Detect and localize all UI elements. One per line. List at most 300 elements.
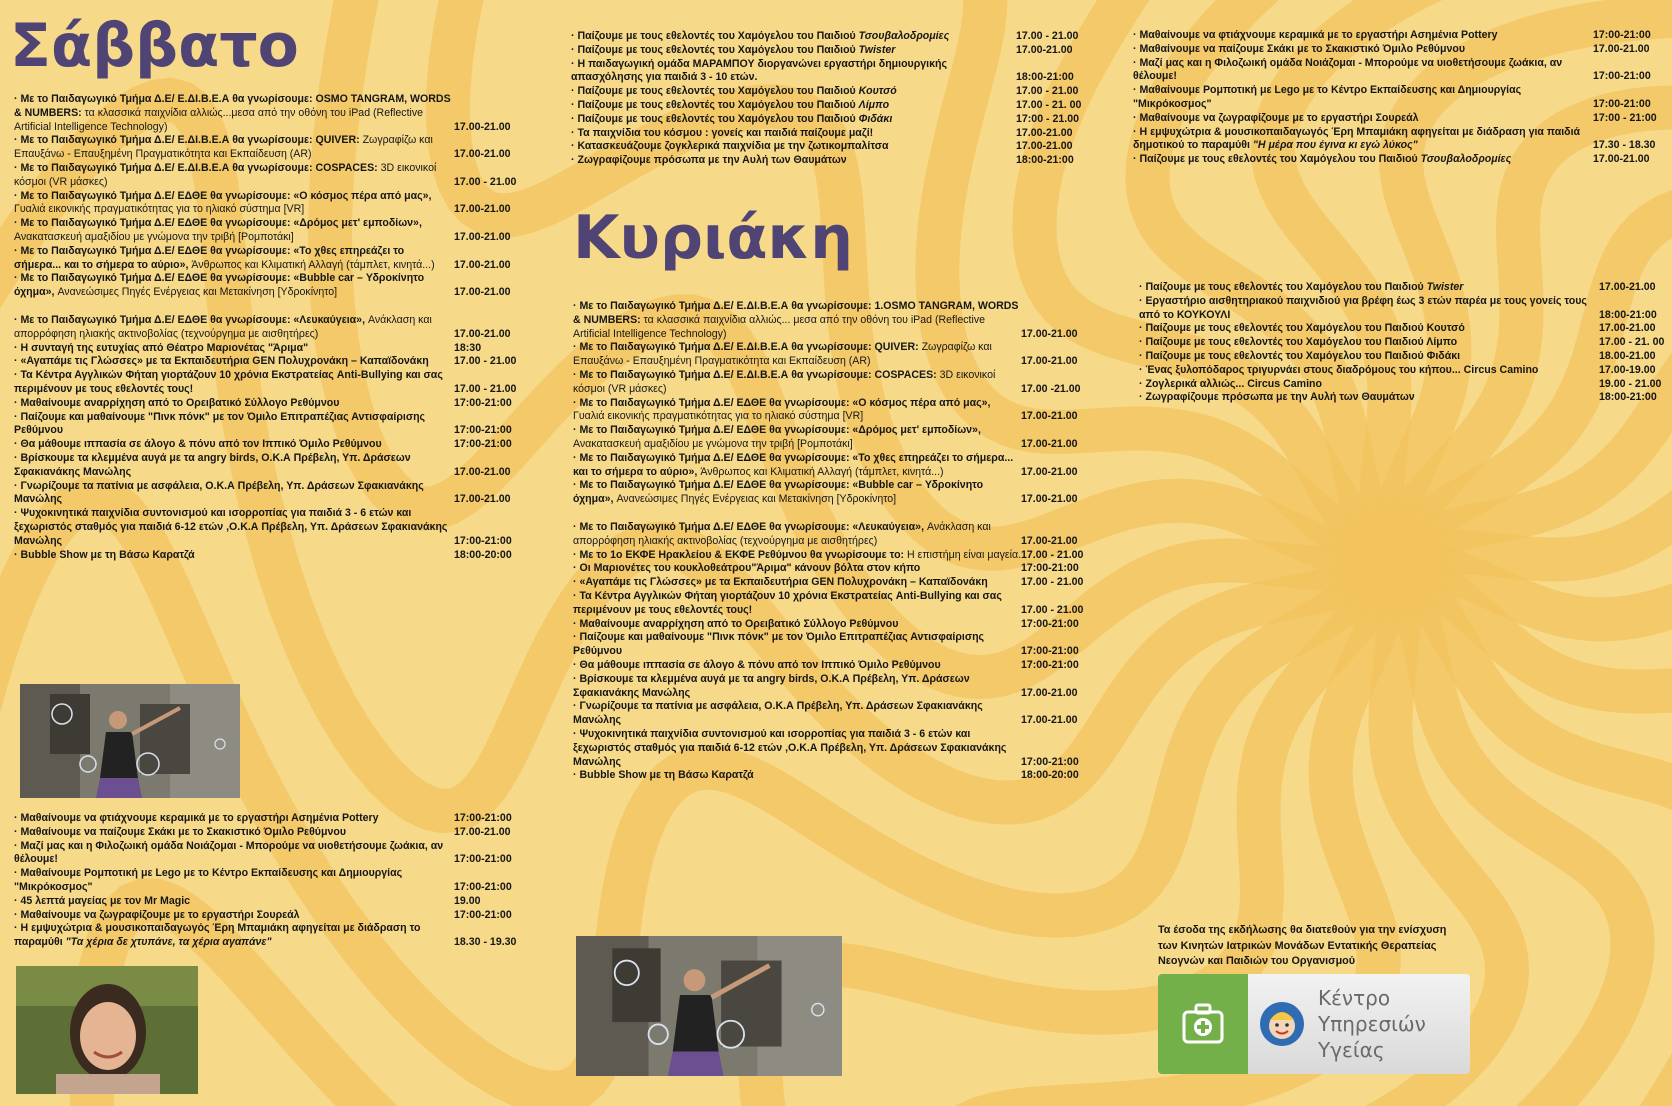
event-description	[14, 134, 454, 162]
event-text-part: Ζωγραφίζω και Επαυξάνω - Επαυξημένη Πραγματικότητα και Εκπαίδευση (AR)	[573, 341, 992, 368]
event-text-part: · Ψυχοκινητικά παιχνίδια συντονισμού και ισορροπίας για παιδιά 3 - 6 ετών και ξεχωριστός σταθμός για παιδιά 6-12 ετών ,Ο.Κ.Α Πρέβελη, Υπ. Δράσεων Σφακιανάκης Μανώλης	[14, 507, 448, 547]
event-text-part: · Με το 1ο ΕΚΦΕ Ηρακλείου & ΕΚΦΕ Ρεθύμνου θα γνωρίσουμε το:	[573, 548, 908, 561]
event-description	[14, 549, 454, 563]
event-text-part: · Γνωρίζουμε τα πατίνια με ασφάλεια, Ο.Κ.Α Πρέβελη, Υπ. Δράσεων Σφακιανάκης Μανώλης	[14, 479, 424, 506]
event-description	[1133, 84, 1593, 112]
right-top-event-list	[1133, 29, 1672, 167]
logo-line-1: Κέντρο	[1318, 986, 1391, 1010]
event-description	[571, 127, 1016, 141]
event-text-part: Ζωγραφίζω και Επαυξάνω - Επαυξημένη Πραγματικότητα και Εκπαίδευση (AR)	[14, 134, 433, 161]
event-text-part: · Τα παιχνίδια του κόσμου : γονείς και παιδιά παίζουμε μαζί!	[571, 126, 874, 139]
event-time: 17:00-21:00	[454, 424, 512, 437]
event-description	[573, 369, 1021, 397]
event-description	[14, 840, 454, 868]
event-row	[573, 769, 1113, 783]
right-mid-event-list	[1139, 281, 1672, 405]
event-text-part: τα κλασσικά παιχνίδια αλλιώς...μεσα από την οθόνη του iPad (Reflective Artificial Intelligence Technology)	[14, 106, 424, 133]
logo-line-3: Υγείας	[1318, 1038, 1385, 1062]
event-description	[1133, 57, 1593, 85]
event-text-part: · Παίζουμε με τους εθελοντές του Χαμόγελου του Παιδιού	[571, 30, 859, 42]
event-description	[573, 659, 1021, 673]
event-text-part: Ανάκλαση και απορρόφηση ηλιακής ακτινοβολίας (τεχνούργημα με αισθητήρες)	[573, 520, 991, 547]
event-text-part: · Με το Παιδαγωγικό Τμήμα Δ.Ε/ Ε.ΔΙ.Β.Ε.Α θα γνωρίσουμε: OSMO TANGRAM, WORDS & NUMBERS:	[14, 93, 451, 119]
event-row	[571, 30, 1111, 44]
event-text-part: Άνθρωπος και Κλιματική Αλλαγή (τάμπλετ, κινητά...)	[191, 258, 435, 271]
event-time: 17.00 - 21.00	[1021, 548, 1084, 561]
event-description	[14, 93, 454, 134]
event-row	[571, 58, 1111, 86]
event-text-part: · Μαθαίνουμε αναρρίχηση από το Ορειβατικό Σύλλογο Ρεθύμνου	[573, 617, 899, 630]
event-row	[14, 867, 534, 895]
event-description	[573, 341, 1021, 369]
event-row	[573, 700, 1113, 728]
event-text-part: · Τα Κέντρα Αγγλικών Φήταη γιορτάζουν 10 χρόνια Εκστρατείας Anti-Bullying και σας περιμένουν με τους εθελοντές τους!	[14, 369, 443, 395]
event-time: 17.30 - 18.30	[1593, 139, 1656, 152]
event-text-part: · Μαθαίνουμε να παίζουμε Σκάκι με το Σκακιστικό Όμιλο Ρεθύμνου	[14, 825, 346, 838]
event-text-part: · Η εμψυχώτρια & μουσικοπαιδαγωγός Έρη Μπαμιάκη αφηγείται με διάδραση το παραμύθι	[14, 922, 421, 949]
event-text-part: · Κατασκευάζουμε ζογκλερικά παιχνίδια με την ζωτικομπαλίτσα	[571, 140, 889, 153]
event-row	[1133, 29, 1672, 43]
event-row	[573, 673, 1113, 701]
event-time: 17.00 - 21.00	[454, 355, 517, 368]
event-description	[14, 342, 454, 356]
event-text-part: · Βρίσκουμε τα κλεμμένα αυγά με τα angry birds, Ο.Κ.Α Πρέβελη, Υπ. Δράσεων Σφακιανάκης Μανώλης	[573, 672, 970, 699]
event-time: 17.00-21.00	[1021, 493, 1078, 506]
event-text-part: · Μαθαίνουμε να ζωγραφίζουμε με το εργαστήρι Σουρεάλ	[14, 908, 300, 921]
event-text-part: Λίμπο	[858, 98, 890, 111]
event-row	[573, 549, 1113, 563]
event-description	[14, 245, 454, 273]
saturday-event-list	[14, 93, 534, 562]
event-time: 17:00-21:00	[1021, 562, 1079, 575]
event-text-part: Η επιστήμη είναι μαγεία.	[907, 548, 1022, 561]
event-row	[1139, 336, 1672, 350]
event-row	[573, 631, 1113, 659]
event-text-part: · Τα Κέντρα Αγγλικών Φήταη γιορτάζουν 10 χρόνια Εκστρατείας Anti-Bullying και σας περιμένουν με τους εθελοντές τους!	[573, 589, 1002, 616]
event-row	[1133, 153, 1672, 167]
event-time: 17.00-21.00	[454, 120, 511, 133]
event-row	[571, 113, 1111, 127]
event-row	[14, 812, 534, 826]
event-row	[1133, 112, 1672, 126]
event-time: 17:00-21:00	[1593, 29, 1651, 41]
event-text-part: Ανάκλαση και απορρόφηση ηλιακής ακτινοβολίας (τεχνούργημα με αισθητήρες)	[14, 313, 432, 340]
event-time: 17:00 - 21.00	[1016, 112, 1080, 125]
event-time: 18:00-21:00	[1016, 71, 1074, 84]
event-text-part: · Ένας ξυλοπόδαρος τριγυρνάει στους διαδρόμους του κήπου... Circus Camino	[1139, 363, 1539, 376]
event-time: 17:00-21:00	[454, 534, 512, 547]
event-row	[14, 438, 534, 452]
event-description	[14, 314, 454, 342]
event-description	[571, 30, 1016, 44]
event-row	[14, 840, 534, 868]
event-row	[14, 369, 534, 397]
event-text-part: · Με το Παιδαγωγικό Τμήμα Δ.Ε/ ΕΔΘΕ θα γνωρίσουμε: «Δρόμος μετ' εμποδίων»,	[14, 217, 422, 230]
event-text-part: · Παίζουμε με τους εθελοντές του Χαμόγελου του Παιδιού	[1133, 153, 1421, 166]
event-text-part: · 45 λεπτά μαγείας με τον Mr Magic	[14, 894, 191, 907]
event-row	[1139, 295, 1672, 323]
event-text-part: · Ζωγραφίζουμε πρόσωπα με την Αυλή των Θαυμάτων	[1139, 391, 1415, 404]
event-time: 18.30 - 19.30	[454, 936, 517, 949]
event-text-part: · Μαθαίνουμε αναρρίχηση από το Ορειβατικό Σύλλογο Ρεθύμνου	[14, 396, 340, 409]
event-text-part: · Ζογλερικά αλλιώς... Circus Camino	[1139, 377, 1322, 390]
event-row	[14, 272, 534, 300]
event-description	[573, 590, 1021, 618]
event-time: 18:00-20:00	[454, 548, 512, 561]
event-text-part: · Παίζουμε με τους εθελοντές του Χαμόγελου του Παιδιού	[571, 43, 859, 56]
donation-note: Τα έσοδα της εκδήλωσης θα διατεθούν για την ενίσχυση των Κινητών Ιατρικών Μονάδων Εντατικής Θεραπείας Νεογνών και Παιδιών του Οργανισμού	[1158, 924, 1447, 967]
event-time: 18.00-21.00	[1599, 349, 1656, 362]
event-description	[14, 867, 454, 895]
event-time: 17:00-21:00	[1593, 97, 1651, 110]
event-time: 17.00 - 21.00	[1016, 85, 1079, 98]
event-time: 17.00 - 21.00	[1021, 576, 1084, 589]
event-time: 17.00 - 21.00	[1016, 30, 1079, 42]
event-description	[573, 479, 1021, 507]
event-time: 19.00 - 21.00	[1599, 377, 1662, 390]
event-row	[573, 659, 1113, 673]
event-row	[1139, 364, 1672, 378]
swirl-center	[1382, 552, 1398, 568]
event-description	[1139, 391, 1599, 405]
event-time: 19.00	[454, 894, 481, 907]
event-row	[1133, 126, 1672, 154]
event-row	[1133, 84, 1672, 112]
event-description	[571, 99, 1016, 113]
event-row	[1133, 43, 1672, 57]
event-row	[1139, 391, 1672, 405]
event-description	[1139, 322, 1599, 336]
event-text-part: · Μαθαίνουμε να φτιάχνουμε κεραμικά με το εργαστήρι Ασημένια Pottery	[1133, 29, 1498, 41]
event-description	[14, 507, 454, 548]
event-row	[1139, 281, 1672, 295]
event-time: 17.00 - 21.00	[454, 175, 517, 188]
event-text-part: · Μαζί μας και η Φιλοζωική ομάδα Νοιάζομαι - Μπορούμε να υιοθετήσουμε ζωάκια, αν θέλουμε!	[1133, 56, 1563, 83]
event-text-part: Γυαλιά εικονικής πραγματικότητας για το ηλιακό σύστημα [VR]	[573, 410, 864, 423]
event-description	[1133, 29, 1593, 43]
event-time: 17.00-19.00	[1599, 363, 1656, 376]
event-row	[14, 549, 534, 563]
event-text-part: Γυαλιά εικονικής πραγματικότητας για το ηλιακό σύστημα [VR]	[14, 203, 305, 216]
sunday-title: Κυριάκη	[573, 203, 853, 273]
bubble-show-photo-sunday	[576, 936, 842, 1076]
event-time: 17.00-21.00	[1593, 42, 1650, 55]
event-time: 17:00-21:00	[1021, 755, 1079, 768]
event-text-part: · Παίζουμε με τους εθελοντές του Χαμόγελου του Παιδιού	[571, 98, 859, 111]
event-text-part: · Με το Παιδαγωγικό Τμήμα Δ.Ε/ ΕΔΘΕ θα γνωρίσουμε: «Λευκαύγεια»,	[14, 313, 368, 326]
event-description	[573, 728, 1021, 769]
event-row	[14, 909, 534, 923]
event-row	[571, 140, 1111, 154]
event-description	[14, 812, 454, 826]
event-time: 17:00-21:00	[454, 908, 512, 921]
event-row	[573, 590, 1113, 618]
event-time: 17.00-21.00	[454, 465, 511, 478]
health-center-logo	[1158, 974, 1470, 1074]
event-text-part: Ανανεώσιμες Πηγές Ενέργειας και Μετακίνηση [Υδροκίνητο]	[57, 286, 338, 299]
event-text-part: · Μαθαίνουμε να ζωγραφίζουμε με το εργαστήρι Σουρεάλ	[1133, 111, 1419, 124]
event-time: 17.00-21.00	[454, 203, 511, 216]
event-text-part: Φιδάκι	[858, 112, 893, 125]
event-row	[571, 99, 1111, 113]
event-text-part: · Με το Παιδαγωγικό Τμήμα Δ.Ε/ Ε.ΔΙ.Β.Ε.Α θα γνωρίσουμε: COSPACES:	[14, 161, 381, 174]
event-text-part: · Με το Παιδαγωγικό Τμήμα Δ.Ε/ ΕΔΘΕ θα γνωρίσουμε: «Bubble car – Υδροκίνητο όχημα»,	[573, 479, 984, 506]
event-description	[14, 480, 454, 508]
event-description	[1133, 112, 1593, 126]
event-description	[14, 452, 454, 480]
event-time: 17.00-21.00	[1021, 355, 1078, 368]
event-row	[14, 826, 534, 840]
event-row	[1139, 378, 1672, 392]
event-description	[14, 190, 454, 218]
event-row	[573, 452, 1113, 480]
event-description	[14, 162, 454, 190]
event-text-part: · Μαθαίνουμε Ρομποτική με Lego με το Κέντρο Εκπαίδευσης και Δημιουργίας "Μικρόκοσμος"	[1133, 84, 1522, 110]
event-description	[14, 217, 454, 245]
event-description	[571, 85, 1016, 99]
event-time: 17.00-21.00	[1016, 43, 1073, 56]
event-time: 18:30	[454, 341, 482, 354]
event-time: 17:00-21:00	[454, 853, 512, 866]
event-text-part: Κουτσό	[858, 85, 897, 98]
event-row	[14, 411, 534, 439]
event-description	[573, 300, 1021, 341]
event-row	[573, 618, 1113, 632]
event-row	[14, 314, 534, 342]
event-description	[573, 452, 1021, 480]
event-description	[14, 272, 454, 300]
event-row	[14, 452, 534, 480]
event-time: 17.00-21.00	[1016, 140, 1073, 153]
event-row	[571, 44, 1111, 58]
event-time: 17.00-21.00	[1021, 437, 1078, 450]
event-description	[571, 44, 1016, 58]
event-text-part: · Η συνταγή της ευτυχίας από Θέατρο Μαριονέτας "Άριμα"	[14, 341, 309, 354]
event-description	[1139, 350, 1599, 364]
event-text-part: · Μαζί μας και η Φιλοζωική ομάδα Νοιάζομαι - Μπορούμε να υιοθετήσουμε ζωάκια, αν θέλουμε!	[14, 839, 444, 866]
event-text-part: · Παίζουμε με τους εθελοντές του Χαμόγελου του Παιδιού	[571, 85, 859, 98]
event-time: 17.00-21.00	[1021, 410, 1078, 423]
event-description	[1133, 153, 1593, 167]
event-row	[573, 369, 1113, 397]
event-time: 17:00-21:00	[454, 438, 512, 451]
event-time: 18:00-21:00	[1599, 391, 1657, 404]
event-description	[1139, 378, 1599, 392]
event-row	[573, 576, 1113, 590]
event-text-part: · Με το Παιδαγωγικό Τμήμα Δ.Ε/ ΕΔΘΕ θα γνωρίσουμε: «Λευκαύγεια»,	[573, 520, 927, 533]
event-time: 17.00-21.00	[454, 493, 511, 506]
event-description	[14, 355, 454, 369]
event-text-part: · Μαθαίνουμε να παίζουμε Σκάκι με το Σκακιστικό Όμιλο Ρεθύμνου	[1133, 42, 1465, 55]
event-row	[573, 341, 1113, 369]
event-text-part: Άνθρωπος και Κλιματική Αλλαγή (τάμπλετ, κινητά...)	[700, 465, 944, 478]
event-description	[14, 369, 454, 397]
spacer	[573, 507, 1113, 521]
event-text-part: · Bubble Show με τη Βάσω Καρατζά	[14, 548, 195, 561]
event-row	[573, 397, 1113, 425]
event-time: 17.00 - 21. 00	[1599, 336, 1665, 349]
event-row	[571, 85, 1111, 99]
event-text-part: "Τα χέρια δε χτυπάνε, τα χέρια αγαπάνε"	[65, 936, 272, 949]
event-row	[1139, 350, 1672, 364]
event-description	[1139, 281, 1599, 295]
event-text-part: · Με το Παιδαγωγικό Τμήμα Δ.Ε/ ΕΔΘΕ θα γνωρίσουμε: «Το χθες επηρεάζει το σήμερα... και το σήμερα το αύριο»,	[14, 244, 405, 271]
event-text-part: · «Αγαπάμε τις Γλώσσες» με τα Εκπαιδευτήρια GEN Πολυχρονάκη – Καπαϊδονάκη	[573, 576, 988, 589]
event-row	[14, 355, 534, 369]
event-description	[14, 826, 454, 840]
event-time: 17:00-21:00	[1021, 617, 1079, 630]
event-row	[573, 521, 1113, 549]
event-text-part: · Ζωγραφίζουμε πρόσωπα με την Αυλή των Θαυμάτων	[571, 154, 847, 167]
event-text-part: · Εργαστήριο αισθητηριακού παιχνιδιού για βρέφη έως 3 ετών παρέα με τους γονείς τους από το ΚΟΥΚΟΥΛΙ	[1139, 294, 1587, 321]
event-row	[14, 217, 534, 245]
event-description	[14, 895, 454, 909]
event-description	[573, 562, 1021, 576]
event-text-part: · Οι Μαριονέτες του κουκλοθεάτρου"Άριμα" κάνουν βόλτα στον κήπο	[573, 562, 921, 575]
event-text-part: · Bubble Show με τη Βάσω Καρατζά	[573, 769, 754, 782]
event-row	[14, 507, 534, 548]
event-description	[1133, 43, 1593, 57]
event-description	[571, 140, 1016, 154]
logo-line-2: Υπηρεσιών	[1318, 1012, 1426, 1036]
event-text-part: τα κλασσικά παιχνίδια αλλιώς... μεσα από την οθόνη του iPad (Reflective Artificial Intelligence Technology)	[573, 313, 986, 340]
event-text-part: Ανανεώσιμες Πηγές Ενέργειας και Μετακίνηση [Υδροκίνητο]	[616, 493, 897, 506]
event-time: 17.00-21.00	[1016, 126, 1073, 139]
event-text-part: · Θα μάθουμε ιππασία σε άλογο & πόνυ από τον Ιππικό Όμιλο Ρεθύμνου	[14, 438, 382, 451]
event-description	[573, 769, 1021, 783]
event-row	[571, 154, 1111, 168]
event-time: 17.00-21.00	[1593, 153, 1650, 166]
event-text-part: · Γνωρίζουμε τα πατίνια με ασφάλεια, Ο.Κ.Α Πρέβελη, Υπ. Δράσεων Σφακιανάκης Μανώλης	[573, 700, 983, 727]
saturday-title: Σάββατο	[10, 11, 299, 81]
event-time: 17:00-21:00	[1593, 70, 1651, 83]
event-time: 17.00-21.00	[1021, 714, 1078, 727]
event-row	[14, 162, 534, 190]
event-row	[573, 424, 1113, 452]
event-time: 17.00-21.00	[454, 230, 511, 243]
event-text-part: · Παίζουμε και μαθαίνουμε "Πινκ πόνκ" με τον Όμιλο Επιτραπέζιας Αντισφαίρισης Ρεθύμνου	[14, 410, 426, 437]
event-text-part: · Θα μάθουμε ιππασία σε άλογο & πόνυ από τον Ιππικό Όμιλο Ρεθύμνου	[573, 658, 941, 671]
event-row	[1139, 322, 1672, 336]
event-time: 17.00-21.00	[454, 327, 511, 340]
event-description	[573, 549, 1021, 563]
event-text-part: · Με το Παιδαγωγικό Τμήμα Δ.Ε/ Ε.ΔΙ.Β.Ε.Α θα γνωρίσουμε: QUIVER:	[573, 341, 922, 354]
event-text-part: · Παίζουμε με τους εθελοντές του Χαμόγελου του Παιδιού Κουτσό	[1139, 322, 1465, 335]
event-text-part: Ανακατασκευή αμαξιδίου με γνώμονα την τριβή [Ρομποτάκι]	[14, 230, 294, 243]
event-row	[573, 728, 1113, 769]
logo-text	[1318, 985, 1426, 1063]
event-text-part: Τσουβαλοδρομίες	[1420, 153, 1512, 166]
saturday-event-list-2	[14, 812, 534, 950]
event-description	[571, 154, 1016, 168]
event-text-part: 3D εικονικοί κόσμοι (VR μάσκες)	[14, 161, 437, 188]
event-description	[14, 397, 454, 411]
event-description	[14, 438, 454, 452]
event-text-part: · Παίζουμε με τους εθελοντές του Χαμόγελου του Παιδιού Λίμπο	[1139, 336, 1458, 349]
event-description	[573, 576, 1021, 590]
event-row	[14, 480, 534, 508]
event-text-part: · Με το Παιδαγωγικό Τμήμα Δ.Ε/ ΕΔΘΕ θα γνωρίσουμε: «Το χθες επηρεάζει το σήμερα... και το σήμερα το αύριο»,	[573, 451, 1014, 478]
event-row	[14, 397, 534, 411]
event-text-part: · Παίζουμε με τους εθελοντές του Χαμόγελου του Παιδιού	[571, 112, 859, 125]
middle-top-event-list	[571, 30, 1111, 168]
event-text-part: "Η μέρα που έγινα κι εγώ λύκος"	[1252, 139, 1418, 152]
event-time: 17.00-21.00	[1599, 322, 1656, 335]
event-time: 17:00-21:00	[1021, 658, 1079, 671]
event-description	[1139, 336, 1599, 350]
event-description	[573, 673, 1021, 701]
event-time: 17:00-21:00	[1021, 645, 1079, 658]
event-time: 17.00 - 21.00	[1021, 603, 1084, 616]
event-row	[14, 93, 534, 134]
event-row	[14, 190, 534, 218]
event-row	[14, 922, 534, 950]
event-description	[573, 521, 1021, 549]
event-row	[14, 134, 534, 162]
storyteller-photo	[16, 966, 198, 1094]
event-text-part: · Παίζουμε με τους εθελοντές του Χαμόγελου του Παιδιού	[1139, 281, 1427, 293]
event-description	[573, 631, 1021, 659]
event-row	[1133, 57, 1672, 85]
event-description	[573, 397, 1021, 425]
event-text-part: Twister	[1426, 281, 1464, 293]
first-aid-kit-icon	[1158, 974, 1248, 1074]
logo-text-panel	[1248, 974, 1470, 1074]
event-text-part: · Με το Παιδαγωγικό Τμήμα Δ.Ε/ Ε.ΔΙ.Β.Ε.Α θα γνωρίσουμε: 1.OSMO TANGRAM, WORDS & NUMBERS:	[573, 300, 1019, 326]
event-description	[1133, 126, 1593, 154]
event-time: 17.00 - 21. 00	[1016, 98, 1082, 111]
event-time: 17.00-21.00	[454, 825, 511, 838]
event-description	[571, 113, 1016, 127]
event-text-part: Τσουβαλοδρομίες	[858, 30, 950, 42]
event-text-part: · Μαθαίνουμε Ρομποτική με Lego με το Κέντρο Εκπαίδευσης και Δημιουργίας "Μικρόκοσμος"	[14, 867, 403, 893]
event-description	[573, 424, 1021, 452]
event-text-part: · Μαθαίνουμε να φτιάχνουμε κεραμικά με το εργαστήρι Ασημένια Pottery	[14, 812, 379, 824]
event-time: 17.00-21.00	[1021, 534, 1078, 547]
event-text-part: · Η παιδαγωγική ομάδα ΜΑΡΑΜΠΟΥ διοργανώνει εργαστήρι δημιουργικής απασχόλησης για παιδιά 3 - 10 ετών.	[571, 57, 947, 84]
event-text-part: · Η εμψυχώτρια & μουσικοπαιδαγωγός Έρη Μπαμιάκη αφηγείται με διάδραση για παιδιά δημοτικού το παραμύθι	[1133, 125, 1581, 152]
event-row	[573, 300, 1113, 341]
event-time: 17.00-21.00	[1021, 686, 1078, 699]
event-text-part: · Με το Παιδαγωγικό Τμήμα Δ.Ε/ Ε.ΔΙ.Β.Ε.Α θα γνωρίσουμε: COSPACES:	[573, 368, 940, 381]
event-text-part: · Με το Παιδαγωγικό Τμήμα Δ.Ε/ ΕΔΘΕ θα γνωρίσουμε: «Ο κόσμος πέρα από μας»,	[14, 189, 432, 202]
event-description	[14, 411, 454, 439]
event-row	[571, 127, 1111, 141]
event-row	[14, 245, 534, 273]
event-row	[573, 562, 1113, 576]
event-time: 18:00-21:00	[1599, 308, 1657, 321]
event-text-part: Ανακατασκευή αμαξιδίου με γνώμονα την τριβή [Ρομποτάκι]	[573, 437, 853, 450]
bubble-show-photo	[20, 684, 240, 798]
event-description	[14, 909, 454, 923]
event-text-part: · Παίζουμε και μαθαίνουμε "Πινκ πόνκ" με τον Όμιλο Επιτραπέζιας Αντισφαίρισης Ρεθύμνου	[573, 631, 985, 658]
event-row	[14, 895, 534, 909]
event-description	[571, 58, 1016, 86]
event-text-part: 3D εικονικοί κόσμοι (VR μάσκες)	[573, 368, 996, 395]
event-text-part: · Με το Παιδαγωγικό Τμήμα Δ.Ε/ ΕΔΘΕ θα γνωρίσουμε: «Δρόμος μετ' εμποδίων»,	[573, 424, 981, 437]
event-row	[14, 342, 534, 356]
event-time: 17.00-21.00	[454, 286, 511, 299]
event-time: 17.00-21.00	[454, 258, 511, 271]
event-description	[573, 618, 1021, 632]
spacer	[14, 300, 534, 314]
event-time: 18:00-21:00	[1016, 154, 1074, 167]
event-time: 17.00-21.00	[1021, 465, 1078, 478]
event-time: 18:00-20:00	[1021, 769, 1079, 782]
event-text-part: · Με το Παιδαγωγικό Τμήμα Δ.Ε/ ΕΔΘΕ θα γνωρίσουμε: «Ο κόσμος πέρα από μας»,	[573, 396, 991, 409]
event-description	[1139, 364, 1599, 378]
smile-of-the-child-icon	[1258, 1000, 1306, 1048]
